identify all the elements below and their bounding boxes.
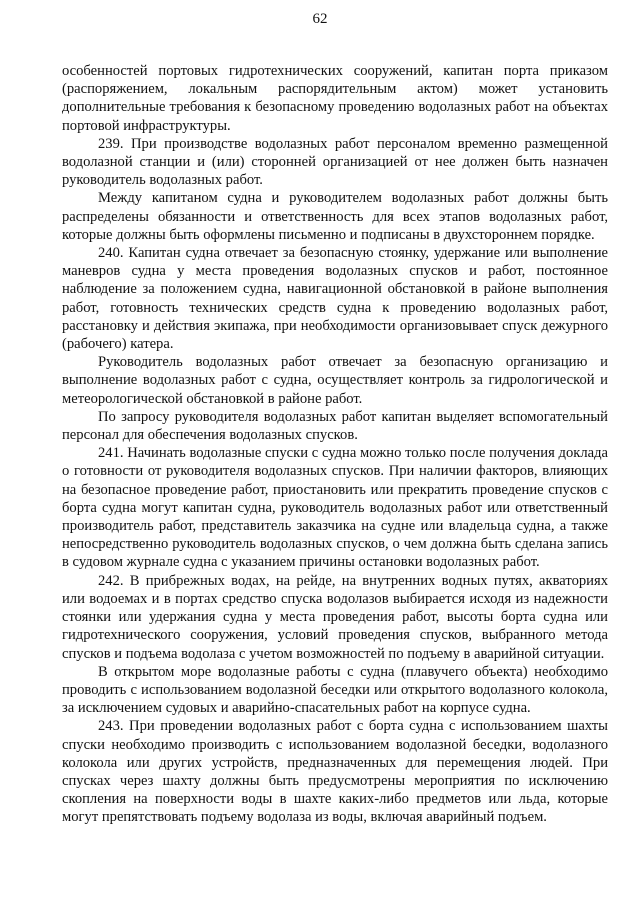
paragraph-243: 243. При проведении водолазных работ с борта судна с использованием шахты спуски необходимо производить с использованием водолазной беседки, водолазного колокола или других устройств, предназначенных для перемещения людей. При спусках через шахту должны быть предусмотрены мероприятия по исключению скопления на поверхности воды в шахте каких-либо предметов или льда, которые могут препятствовать подъему водолаза из воды, включая аварийный подъем. bbox=[62, 718, 608, 826]
paragraph-240: 240. Капитан судна отвечает за безопасную стоянку, удержание или выполнение маневров судна у места проведения водолазных спусков и работ, постоянное наблюдение за положением судна, навигационной обстановкой в районе выполнения работ, готовность технических средств судна к проведению водолазных работ, расстановку и действия экипажа, при необходимости организовывает спуск дежурного (рабочего) катера. bbox=[62, 245, 608, 353]
paragraph-242: 242. В прибрежных водах, на рейде, на внутренних водных путях, акваториях или водоемах и в портах средство спуска водолазов выбирается исходя из надежности стоянки или удержания судна у места проведения работ, высоты борта судна или гидротехнического сооружения, условий проведения спусков, выбранного метода спусков и подъема водолаза с учетом возможностей по подъему в аварийной ситуации. bbox=[62, 572, 608, 662]
paragraph-241: 241. Начинать водолазные спуски с судна можно только после получения доклада о готовности от руководителя водолазных спусков. При наличии факторов, влияющих на безопасное проведение работ, приостановить или прекратить проведение спусков с борта судна могут капитан судна, руководитель водолазных работ или ответственный производитель работ, представитель заказчика на судне или владельца судна, а также непосредственно руководитель водолазных спусков, о чем должна быть сделана запись в судовом журнале судна с указанием причины остановки водолазных работ. bbox=[62, 445, 608, 571]
document-body bbox=[62, 62, 608, 827]
paragraph-242-open-sea: В открытом море водолазные работы с судна (плавучего объекта) необходимо проводить с использованием водолазной беседки или открытого водолазного колокола, за исключением судовых и аварийно-спасательных работ на корпусе судна. bbox=[62, 663, 608, 717]
paragraph-continuation: особенностей портовых гидротехнических сооружений, капитан порта приказом (распоряжением, локальным распорядительным актом) может установить дополнительные требования к безопасному проведению водолазных работ на объектах портовой инфраструктуры. bbox=[62, 63, 608, 134]
paragraph-240-dive-supervisor: Руководитель водолазных работ отвечает за безопасную организацию и выполнение водолазных работ с судна, осуществляет контроль за гидрологической и метеорологической обстановкой в районе работ. bbox=[62, 354, 608, 407]
paragraph-239-responsibilities: Между капитаном судна и руководителем водолазных работ должны быть распределены обязанности и ответственность для всех этапов водолазных работ, которые должны быть оформлены письменно и подписаны в двухстороннем порядке. bbox=[62, 190, 608, 243]
paragraph-239: 239. При производстве водолазных работ персоналом временно размещенной водолазной станции и (или) сторонней организацией от нее должен быть назначен руководитель водолазных работ. bbox=[62, 135, 608, 189]
paragraph-240-support-staff: По запросу руководителя водолазных работ капитан выделяет вспомогательный персонал для обеспечения водолазных спусков. bbox=[62, 408, 608, 444]
page-number: 62 bbox=[312, 11, 328, 27]
